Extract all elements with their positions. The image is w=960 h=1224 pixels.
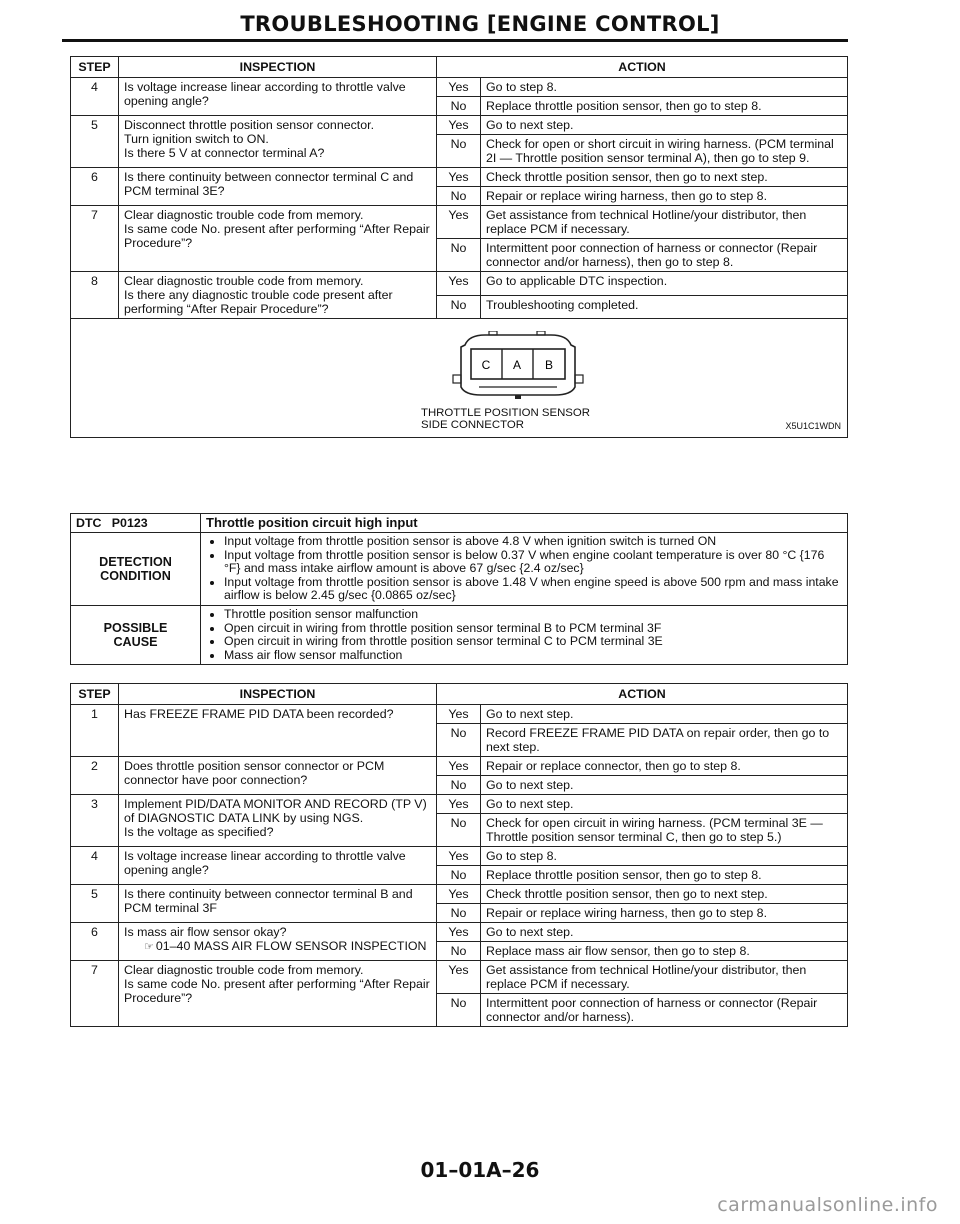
answer-label: No <box>437 97 481 116</box>
inspection-body: Clear diagnostic trouble code from memory. Is same code No. present after performing “After Repair Procedure”? <box>124 963 430 1005</box>
answer-label: No <box>437 994 481 1027</box>
inspection-body: Has FREEZE FRAME PID DATA been recorded? <box>124 707 394 721</box>
answer-label: Yes <box>437 206 481 239</box>
possible-cause-list <box>201 605 848 664</box>
action-text: Go to applicable DTC inspection. <box>481 272 848 296</box>
page-title: TROUBLESHOOTING [ENGINE CONTROL] <box>240 12 720 36</box>
possible-cause-item: • Open circuit in wiring from throttle position sensor terminal B to PCM terminal 3F <box>224 622 842 636</box>
action-text: Repair or replace connector, then go to step 8. <box>481 757 848 776</box>
table-header-row <box>71 57 848 78</box>
table-row <box>71 795 848 814</box>
possible-cause-item: • Open circuit in wiring from throttle position sensor terminal C to PCM terminal 3E <box>224 635 842 649</box>
action-text: Repair or replace wiring harness, then go to step 8. <box>481 187 848 206</box>
detection-condition-item: • Input voltage from throttle position sensor is above 4.8 V when ignition switch is turned ON <box>224 535 842 549</box>
inspection-text <box>119 206 437 272</box>
action-text: Intermittent poor connection of harness or connector (Repair connector and/or harness). <box>481 994 848 1027</box>
answer-label: No <box>437 295 481 319</box>
action-text: Replace throttle position sensor, then go to step 8. <box>481 866 848 885</box>
detection-condition-label: DETECTION CONDITION <box>71 533 201 606</box>
possible-cause-item: • Throttle position sensor malfunction <box>224 608 842 622</box>
table-row <box>71 116 848 135</box>
step-number: 7 <box>71 961 119 1027</box>
answer-label: Yes <box>437 847 481 866</box>
inspection-body: Clear diagnostic trouble code from memory. Is same code No. present after performing “After Repair Procedure”? <box>124 208 430 250</box>
answer-label: No <box>437 942 481 961</box>
cause-row <box>71 605 848 664</box>
table-header-row <box>71 684 848 705</box>
inspection-text <box>119 116 437 168</box>
inspection-text <box>119 705 437 757</box>
answer-label: No <box>437 724 481 757</box>
detection-condition-item: • Input voltage from throttle position sensor is below 0.37 V when engine coolant temperature is over 80 °C {176 °F} and mass intake airflow amount is above 67 g/sec {2.4 oz/sec} <box>224 549 842 576</box>
action-text: Go to step 8. <box>481 78 848 97</box>
dtc-header-row <box>71 514 848 533</box>
table-row <box>71 206 848 239</box>
connector-diagram <box>445 331 591 401</box>
table-row <box>71 923 848 942</box>
terminal-c-label: C <box>481 358 491 372</box>
inspection-body: Clear diagnostic trouble code from memory. Is there any diagnostic trouble code present after performing “After Repair Procedure”? <box>124 274 393 316</box>
dtc-info-table <box>70 513 848 665</box>
inspection-body: Is voltage increase linear according to throttle valve opening angle? <box>124 849 406 877</box>
table-row <box>71 78 848 97</box>
step-number: 3 <box>71 795 119 847</box>
answer-label: Yes <box>437 168 481 187</box>
action-text: Repair or replace wiring harness, then go to step 8. <box>481 904 848 923</box>
inspection-text <box>119 757 437 795</box>
inspection-text <box>119 847 437 885</box>
answer-label: Yes <box>437 961 481 994</box>
answer-label: No <box>437 904 481 923</box>
action-text: Troubleshooting completed. <box>481 295 848 319</box>
dtc-title: Throttle position circuit high input <box>201 514 848 533</box>
inspection-body: Is there continuity between connector terminal C and PCM terminal 3E? <box>124 170 414 198</box>
action-text: Go to step 8. <box>481 847 848 866</box>
action-text: Go to next step. <box>481 705 848 724</box>
answer-label: No <box>437 776 481 795</box>
step-number: 8 <box>71 272 119 319</box>
inspection-body: Is there continuity between connector terminal B and PCM terminal 3F <box>124 887 413 915</box>
action-header: ACTION <box>437 684 848 705</box>
possible-cause-label: POSSIBLE CAUSE <box>71 605 201 664</box>
step-number: 4 <box>71 78 119 116</box>
page-number: 01–01A–26 <box>420 1158 540 1182</box>
inspection-text <box>119 961 437 1027</box>
answer-label: No <box>437 814 481 847</box>
action-text: Go to next step. <box>481 795 848 814</box>
action-text: Check throttle position sensor, then go to next step. <box>481 885 848 904</box>
action-text: Replace mass air flow sensor, then go to step 8. <box>481 942 848 961</box>
figure-caption: THROTTLE POSITION SENSOR SIDE CONNECTOR <box>421 407 590 431</box>
watermark: carmanualsonline.info <box>717 1194 938 1216</box>
detection-condition-list <box>201 533 848 606</box>
step-number: 1 <box>71 705 119 757</box>
answer-label: No <box>437 866 481 885</box>
inspection-body: Is voltage increase linear according to throttle valve opening angle? <box>124 80 406 108</box>
action-text: Record FREEZE FRAME PID DATA on repair order, then go to next step. <box>481 724 848 757</box>
action-text: Replace throttle position sensor, then go to step 8. <box>481 97 848 116</box>
action-text: Check for open circuit in wiring harness. (PCM terminal 3E — Throttle position sensor terminal C, then go to step 5.) <box>481 814 848 847</box>
step-number: 2 <box>71 757 119 795</box>
reference-link <box>124 939 431 954</box>
inspection-text <box>119 885 437 923</box>
step-number: 6 <box>71 168 119 206</box>
inspection-text <box>119 168 437 206</box>
figure-code: X5U1C1WDN <box>785 421 841 431</box>
action-text: Get assistance from technical Hotline/your distributor, then replace PCM if necessary. <box>481 961 848 994</box>
step-header: STEP <box>71 57 119 78</box>
table-row <box>71 168 848 187</box>
title-rule <box>62 39 848 42</box>
table-row <box>71 705 848 724</box>
step-number: 7 <box>71 206 119 272</box>
answer-label: Yes <box>437 272 481 296</box>
inspection-body: Implement PID/DATA MONITOR AND RECORD (TP V) of DIAGNOSTIC DATA LINK by using NGS. Is the voltage as specified? <box>124 797 427 839</box>
action-text: Check for open or short circuit in wiring harness. (PCM terminal 2I — Throttle position sensor terminal A), then go to step 9. <box>481 135 848 168</box>
dtc-code-cell <box>71 514 201 533</box>
step-header: STEP <box>71 684 119 705</box>
answer-label: Yes <box>437 885 481 904</box>
step-number: 4 <box>71 847 119 885</box>
action-text: Check throttle position sensor, then go to next step. <box>481 168 848 187</box>
action-header: ACTION <box>437 57 848 78</box>
dtc-label: DTC <box>76 516 102 530</box>
possible-cause-item: • Mass air flow sensor malfunction <box>224 649 842 663</box>
answer-label: Yes <box>437 78 481 97</box>
inspection-table-p0123 <box>70 683 848 1027</box>
reference-arrow-icon: ☞ <box>144 940 154 953</box>
answer-label: Yes <box>437 795 481 814</box>
dtc-code: P0123 <box>111 516 148 530</box>
inspection-text <box>119 272 437 319</box>
detection-condition-item: • Input voltage from throttle position sensor is above 1.48 V when engine speed is above 500 rpm and mass intake airflow is below 2.45 g/sec {0.0865 oz/sec} <box>224 576 842 603</box>
inspection-body: Is mass air flow sensor okay? <box>124 925 287 939</box>
action-text: Get assistance from technical Hotline/your distributor, then replace PCM if necessary. <box>481 206 848 239</box>
answer-label: Yes <box>437 116 481 135</box>
answer-label: Yes <box>437 923 481 942</box>
answer-label: No <box>437 239 481 272</box>
terminal-b-label: B <box>544 358 554 372</box>
table-row <box>71 847 848 866</box>
inspection-text <box>119 78 437 116</box>
inspection-text <box>119 795 437 847</box>
inspection-header: INSPECTION <box>119 684 437 705</box>
answer-label: Yes <box>437 757 481 776</box>
action-text: Go to next step. <box>481 116 848 135</box>
inspection-text <box>119 923 437 961</box>
inspection-table-continued <box>70 56 848 438</box>
answer-label: No <box>437 187 481 206</box>
inspection-body: Disconnect throttle position sensor connector. Turn ignition switch to ON. Is there 5 V at connector terminal A? <box>124 118 375 160</box>
table-row <box>71 272 848 296</box>
step-number: 6 <box>71 923 119 961</box>
inspection-body: Does throttle position sensor connector or PCM connector have poor connection? <box>124 759 385 787</box>
action-text: Intermittent poor connection of harness or connector (Repair connector and/or harness), then go to step 8. <box>481 239 848 272</box>
inspection-header: INSPECTION <box>119 57 437 78</box>
action-text: Go to next step. <box>481 776 848 795</box>
connector-figure <box>71 319 848 438</box>
action-text: Go to next step. <box>481 923 848 942</box>
answer-label: Yes <box>437 705 481 724</box>
answer-label: No <box>437 135 481 168</box>
step-number: 5 <box>71 885 119 923</box>
terminal-a-label: A <box>512 358 522 372</box>
table-row <box>71 885 848 904</box>
step-number: 5 <box>71 116 119 168</box>
table-row <box>71 961 848 994</box>
table-row <box>71 757 848 776</box>
reference-text: 01–40 MASS AIR FLOW SENSOR INSPECTION <box>155 939 427 953</box>
detection-row <box>71 533 848 606</box>
